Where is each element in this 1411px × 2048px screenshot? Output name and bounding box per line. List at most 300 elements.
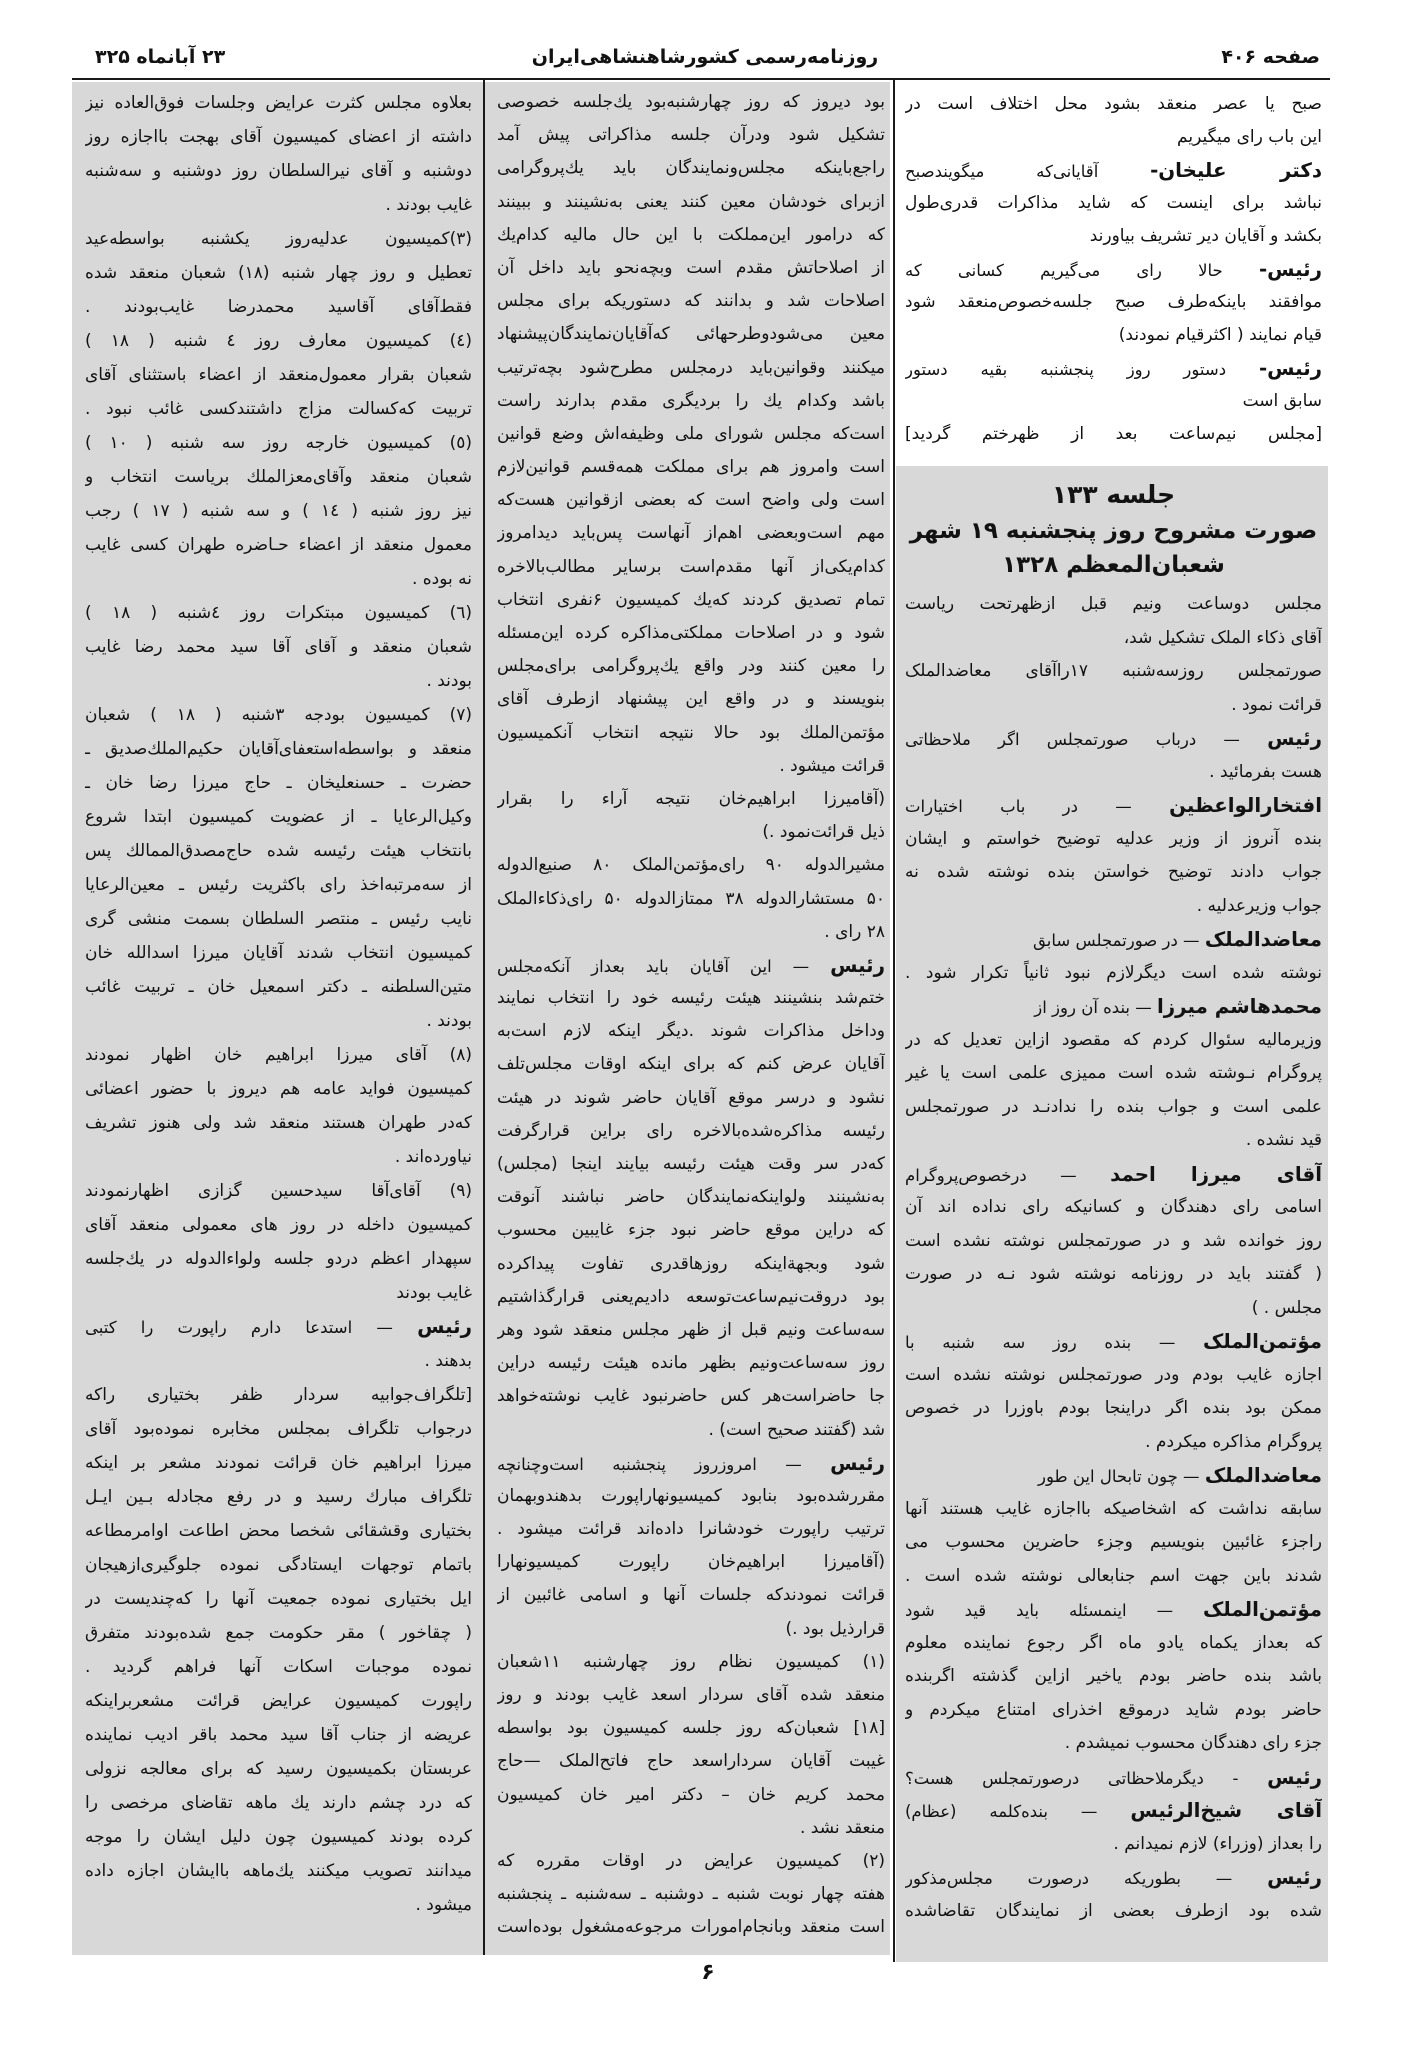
paragraph [905, 588, 1322, 655]
text-line [497, 285, 885, 318]
text-line [905, 1258, 1322, 1292]
line-text: است منعقد وبانجام‌امورات مرجوعه‌مشغول بوده‌است [497, 1917, 885, 1938]
line-text: پروگرام نـوشته شده است ممیزی علمی است یا غیر [905, 1063, 1322, 1083]
text-line [497, 1679, 885, 1712]
line-text: مجلس . ) [1251, 1297, 1322, 1318]
speaker-name: افتخارالواعظین [1169, 794, 1322, 817]
issue-date: ۲۳ آبانماه ۳۲۵ [95, 46, 226, 68]
speaker-name: محمدهاشم میرزا [1157, 995, 1322, 1018]
line-text: داشته از اعضای کمیسیون آقای بهجت بااجازه روز [85, 127, 472, 147]
text-line [497, 1579, 885, 1612]
line-text: است‌که مجلس شورای ملی وظیفه‌اش وضع قوانین [497, 423, 885, 444]
line-text: دوشنبه و آقای نیرالسلطان روز دوشنبه و سه‌شنبه [85, 161, 472, 181]
text-line [497, 816, 885, 849]
paragraph [905, 1761, 1322, 1795]
text-line [497, 783, 885, 816]
text-line [905, 1057, 1322, 1091]
text-line [85, 1242, 472, 1276]
text-line [497, 152, 885, 185]
text-line [85, 1548, 472, 1582]
text-line [497, 1414, 885, 1447]
speaker-name: دکتر علیخان- [1150, 159, 1322, 182]
text-line [85, 868, 472, 902]
text-line [497, 717, 885, 750]
line-text: به‌نشینند ولواینکه‌نمایندگان حاضر نباشند آنوقت [497, 1187, 885, 1208]
paragraph [497, 1646, 885, 1845]
line-text: — بنده‌کلمه (عظام) [905, 1802, 1098, 1821]
line-text: شدند باین جهت اسم جنابعالی نوشته شده است . [905, 1565, 1322, 1586]
text-line [85, 1616, 472, 1650]
paragraph [85, 86, 472, 222]
line-text: (۱) کمیسیون نظام روز چهارشنبه ۱۱‌شعبان [497, 1651, 885, 1672]
line-text: عربستان بکمیسیون رسید که برای معالجه نزولی [85, 1759, 472, 1779]
line-text: ممکن بود بنده اگر دراینجا بودم باوزرا در خصوص [905, 1398, 1322, 1418]
line-text: قرائت نمودند‌که جلسات آنها و اسامی غائبین از [497, 1585, 885, 1606]
line-text: (۲) کمیسیون عرایض در اوقات مقرره که [497, 1850, 885, 1871]
text-line [497, 949, 885, 982]
text-line [905, 220, 1322, 253]
text-line [85, 630, 472, 664]
text-line [85, 1276, 472, 1310]
line-text: کمیسیون فواید عامه هم دیروز با حضور اعضائی [85, 1079, 472, 1099]
line-text: ( گفتند باید در روزنامه نوشته شود نـه در صورت [905, 1264, 1322, 1284]
line-text: آقای ذکاء الملک تشکیل شد، [1123, 627, 1322, 648]
line-text: هست بفرمائید . [1209, 761, 1322, 782]
text-line [905, 1694, 1322, 1728]
text-line [905, 352, 1322, 385]
column-divider [893, 80, 895, 1962]
line-text: آقایانی‌که میگویندصبح [905, 162, 1099, 181]
text-line [85, 1412, 472, 1446]
paragraph [85, 1310, 472, 1378]
text-line [497, 1779, 885, 1812]
text-line [905, 1493, 1322, 1527]
line-text: — بنده روز سه شنبه با [905, 1333, 1176, 1352]
text-line [497, 352, 885, 385]
text-line [905, 622, 1322, 656]
line-text: جا حاضراست‌هر کس حاضرنبود غایب نوشته‌خواهد [497, 1386, 885, 1407]
line-text: (۷) کمیسیون بودجه ۳شنبه ( ۱۸ ) شعبان [85, 705, 472, 725]
paragraph [85, 1174, 472, 1310]
line-text: ترتیب راپورت خودشانرا داده‌اند قرائت میشود . [497, 1519, 885, 1540]
line-text: اجازه غایب بودم ودر صورتمجلس نوشته نشده است [905, 1364, 1322, 1385]
line-text: نموده موجبات اسکات آنها فراهم گردید . [85, 1657, 472, 1677]
line-text: اسامی رای دهندگان و کسانیکه رای نداده اند آن [905, 1197, 1322, 1217]
text-line [905, 1727, 1322, 1761]
text-line [497, 883, 885, 916]
text-line [905, 121, 1322, 154]
line-text: معمول منعقد از اعضاء حـاضره طهران کسی غایب [85, 535, 472, 555]
line-text: بودند . [426, 1011, 472, 1031]
paragraph [905, 1794, 1322, 1861]
line-text: درجواب تلگراف بمجلس مخابره نموده‌بود آقای [85, 1419, 472, 1439]
line-text: نایب رئیس ـ منتصر السلطان بسمت منشی گری [85, 909, 472, 929]
text-line [497, 318, 885, 351]
text-line [905, 418, 1322, 451]
line-text: رئیسه مذاکره‌شده‌بالاخره رای براین قرارگرفت [497, 1120, 885, 1141]
paragraph [905, 923, 1322, 990]
session-title-line: شعبان‌المعظم ۱۳۲۸ [1002, 552, 1225, 578]
speaker-name: رئیس [1267, 1866, 1322, 1889]
line-text: ایل بختیاری نموده جمعیت آنها را که‌چندیست در [85, 1589, 472, 1609]
column-middle [497, 86, 885, 1945]
text-line [497, 551, 885, 584]
line-text: غایب بودند . [385, 195, 472, 215]
text-line [85, 426, 472, 460]
line-text: را معین کنند ودر واقع یك‌پروگرامی برای‌مجلس [497, 656, 885, 677]
text-line [85, 256, 472, 290]
line-text: بعلاوه مجلس کثرت عرایض وجلسات فوق‌العاده نیز [85, 93, 472, 113]
text-line [85, 800, 472, 834]
text-line [497, 916, 885, 949]
line-text: سه‌ساعت ونیم قبل از ظهر مجلس منعقد شود وهر [497, 1319, 885, 1340]
line-text: مجلس دوساعت ونیم قبل ازظهرتحت ریاست [905, 594, 1322, 614]
column-right-session [905, 588, 1322, 1928]
text-line [905, 253, 1322, 286]
text-line [497, 484, 885, 517]
text-line [905, 1325, 1322, 1359]
text-line [85, 732, 472, 766]
speaker-name: رئیس- [1258, 258, 1322, 281]
text-line [85, 392, 472, 426]
speaker-name: مؤتمن‌الملک [1203, 1330, 1322, 1353]
line-text: منعقد نشد . [800, 1817, 885, 1838]
text-line [497, 1148, 885, 1181]
line-text: عریضه از جناب آقا سید محمد باقر ادیب نماینده [85, 1725, 472, 1745]
text-line [497, 186, 885, 219]
text-line [497, 584, 885, 617]
line-text: باشد بنده حاضر بودم یاخیر ازاین گذشته اگربنده [905, 1666, 1322, 1686]
line-text: که‌در طهران هستند منعقد شد ولی هنوز تشریف [85, 1113, 472, 1133]
text-line [905, 1124, 1322, 1158]
paragraph [905, 154, 1322, 253]
line-text: (۳)کمیسیون عدلیه‌روز یکشنبه بواسطه‌عید [85, 229, 472, 249]
line-text: حاضر بودم شاید درموقع اخذرای امتناع میکردم و [905, 1699, 1322, 1720]
line-text: کمیسیون انتخاب شدند آقایان میرزا اسدالله خان [85, 943, 472, 963]
text-line [905, 923, 1322, 957]
text-line [85, 1072, 472, 1106]
text-line [85, 766, 472, 800]
line-text: اصلاحات شد و بدانند که دستوریکه برای مجلس [497, 291, 885, 312]
text-line [85, 1684, 472, 1718]
line-text: بکشد و آقایان دیر تشریف بیاورند [1089, 226, 1322, 246]
line-text: ۵۰ مستشارالدوله ۳۸ ممتازالدوله ۵۰ رای‌ذکاءالملک [497, 888, 885, 909]
paragraph [85, 324, 472, 426]
speaker-name: آقای میرزا احمد [1110, 1162, 1322, 1186]
text-line [905, 890, 1322, 924]
text-line [85, 290, 472, 324]
line-text: ( چقاخور ) مقر حکومت جمع شده‌بودند متفرق [85, 1623, 472, 1643]
line-text: است وامروز هم برای مملکت همه‌قسم قوانین‌لازم [497, 457, 885, 478]
paragraph [85, 1378, 472, 1684]
paragraph [85, 222, 472, 324]
text-line [497, 849, 885, 882]
line-text: قیام نمایند ( اکثرقیام نمودند) [1118, 325, 1322, 345]
line-text: تربیت که‌کسالت مزاج داشتند‌کسی غائب نبود . [85, 399, 472, 419]
line-text: بدهند . [424, 1351, 472, 1371]
line-text: باشد وکدام یك را بردیگری مقدم بدارند راست [497, 390, 885, 411]
text-line [905, 1191, 1322, 1225]
speaker-name: معاضدالملک [1204, 928, 1322, 951]
text-line [497, 1480, 885, 1513]
session-heading [905, 470, 1322, 582]
line-text: از اصلاحاتش مقدم است وبچه‌نحو باید داخل آن [497, 257, 885, 278]
line-text: بختیاری وقشقائی شخصا محض اطاعت اوامرمطاعه [85, 1521, 472, 1541]
line-text: که درامور این‌مملکت با این حال مالیه کدام‌یك [497, 224, 885, 245]
text-line [497, 683, 885, 716]
line-text: قرائت میشود . [779, 755, 885, 776]
line-text: میدانند تصویب میکنند یك‌ماهه باایشان اجازه داده [85, 1861, 472, 1881]
text-line [497, 1712, 885, 1745]
line-text: پروگرام مذاکره میکردم . [1145, 1431, 1322, 1452]
text-line [905, 319, 1322, 352]
text-line [905, 1292, 1322, 1326]
line-text: نیز روز شنبه ( ۱٤ ) و سه شنبه ( ۱۷ ) رجب [85, 501, 472, 521]
page-number: ۶ [701, 1960, 715, 1985]
text-line [85, 1004, 472, 1038]
text-line [905, 286, 1322, 319]
line-text: متین‌السلطنه ـ دکتر اسمعیل خان ـ تربیت غائب [85, 977, 472, 997]
line-text: نوشته شده است دیگرلازم نبود ثانیاً تکرار شود . [905, 962, 1322, 983]
speaker-name: رئیس- [1258, 357, 1322, 380]
line-text: سپهدار اعظم دردو جلسه ولواءالدوله در یك‌جلسه [85, 1249, 472, 1269]
text-line [905, 655, 1322, 689]
paragraph [905, 1158, 1322, 1326]
text-line [85, 528, 472, 562]
text-line [497, 451, 885, 484]
text-line [85, 1106, 472, 1140]
line-text: تعطیل و روز چهار شنبه (۱۸) شعبان منعقد شده [85, 263, 472, 283]
line-text: دستور روز پنجشنبه بقیه دستور [905, 360, 1227, 379]
paragraph [85, 426, 472, 596]
line-text: معین می‌شودوطرحهائی که‌آقایان‌نمایندگان‌پیشنهاد [497, 324, 885, 345]
text-line [85, 154, 472, 188]
text-line [905, 154, 1322, 187]
text-line [905, 1660, 1322, 1694]
line-text: [مجلس نیم‌ساعت بعد از ظهرختم گردید] [905, 424, 1322, 444]
text-line [85, 970, 472, 1004]
line-text: این باب رای میگیریم [1177, 127, 1322, 147]
text-line [85, 562, 472, 596]
line-text: (۸) آقای میرزا ابراهیم خان اظهار نمودند [85, 1045, 472, 1065]
line-text: صورتمجلس روزسه‌شنبه ۱۷راآقای معاضدالملک [905, 661, 1322, 681]
line-text: - دیگرملاحظاتی درصورتمجلس هست؟ [905, 1768, 1239, 1788]
line-text: کدام‌یکی‌از آنها مقدم‌است برسایر مطالب‌بالاخره [497, 556, 885, 577]
line-text: (۹) آقای‌آقا سیدحسین گزازی اظهارنمودند [85, 1181, 472, 1201]
paragraph [905, 722, 1322, 789]
text-line [85, 1446, 472, 1480]
paragraph [497, 949, 885, 1447]
line-text: وداخل مذاکرات شوند .دیگر اینکه لازم است‌به [497, 1021, 885, 1042]
text-line [497, 1015, 885, 1048]
line-text: راجزء غائبین بنویسیم وجزء حاضرین محسوب می [905, 1532, 1322, 1552]
line-text: جزء رای دهندگان محسوب نمیشدم . [1064, 1733, 1322, 1753]
paragraph [905, 253, 1322, 352]
line-text: (٦) کمیسیون مبتکرات روز ٤‌شنبه ( ۱۸ ) [85, 603, 472, 623]
text-line [497, 418, 885, 451]
session-title-line: صورت مشروح روز پنجشنبه ۱۹ شهر [909, 518, 1318, 544]
text-line [85, 1310, 472, 1344]
text-line [497, 385, 885, 418]
line-text: کمیسیون داخله در روز های معمولی منعقد آقای [85, 1215, 472, 1235]
text-line [497, 1613, 885, 1646]
line-text: شد (گفتند صحیح است) . [708, 1419, 885, 1440]
text-line [497, 1115, 885, 1148]
text-line [497, 650, 885, 683]
text-line [905, 856, 1322, 890]
line-text: را بعداز (وزراء) لازم نمیدانم . [1113, 1833, 1322, 1854]
text-line [497, 1745, 885, 1778]
line-text: (آقامیرزا ابراهیم‌خان نتیجه آراء را بقرار [497, 788, 885, 809]
text-line [905, 1459, 1322, 1493]
line-text: قرارذیل بود .) [785, 1618, 885, 1639]
line-text: ختم‌شد بنشینند هیئت رئیسه خود را انتخاب نمایند [497, 988, 885, 1009]
text-line [85, 222, 472, 256]
text-line [905, 1794, 1322, 1828]
paragraph [905, 990, 1322, 1158]
text-line [497, 119, 885, 152]
line-text: — اینمسئله باید قید شود [905, 1601, 1174, 1620]
text-line [497, 1380, 885, 1413]
text-line [497, 1214, 885, 1247]
line-text: راپورت کمیسیون عرایض قرائت مشعربراینکه [85, 1691, 472, 1711]
text-line [905, 187, 1322, 220]
text-line [905, 990, 1322, 1024]
line-text: بنویسند و در واقع این پیشنهاد ازطرف آقای [497, 689, 885, 710]
line-text: تشکیل شود ودرآن جلسه مذاکراتی پیش آمد [497, 125, 885, 146]
line-text: میرزا ابراهیم خان قرائت نمودند مشعر بر اینکه [85, 1453, 472, 1473]
line-text: فقط‌آقای آقاسید محمدرضا غایب‌بودند . [85, 297, 472, 317]
line-text: شعبان منعقد وآقای‌معزالملك بریاست انتخاب و [85, 467, 472, 487]
line-text: [تلگراف‌جوابیه سردار ظفر بختیاری راکه [85, 1385, 472, 1405]
speaker-name: رئیس [1267, 727, 1322, 750]
text-line [85, 902, 472, 936]
line-text: نباشد برای اینست که شاید مذاکرات قدری‌طول [905, 193, 1322, 213]
page-label: صفحه ۴۰۶ [1221, 46, 1320, 68]
paragraph [85, 698, 472, 1038]
paragraph [497, 849, 885, 949]
line-text: ذیل قرائت‌نمود .) [762, 822, 885, 843]
line-text: منعقد شده آقای سردار اسعد غایب بودند و روز [497, 1685, 885, 1705]
text-line [497, 1447, 885, 1480]
text-line [497, 1646, 885, 1679]
paragraph [497, 783, 885, 849]
speaker-name: رئیس [417, 1315, 472, 1338]
text-line [85, 1174, 472, 1208]
text-line [85, 460, 472, 494]
text-line [85, 1854, 472, 1888]
paragraph [905, 1593, 1322, 1761]
text-line [905, 588, 1322, 622]
line-text: تلگراف مبارك رسید و در رفع مجادله بـین ایـل [85, 1487, 472, 1507]
text-line [85, 698, 472, 732]
line-text: منعقد و بواسطه‌استعفای‌آقایان حکیم‌الملك‌صدیق ـ [85, 739, 472, 759]
text-line [85, 358, 472, 392]
text-line [85, 120, 472, 154]
line-text: (٤) کمیسیون معارف روز ٤ شنبه ( ۱۸ ) [85, 331, 472, 351]
line-text: — امروزروز پنجشنبه است‌وچنانچه [497, 1454, 802, 1474]
column-divider [483, 80, 485, 1955]
line-text: حالا رای می‌گیریم کسانی که [905, 261, 1223, 280]
line-text: موافقند باینکه‌طرف صبح جلسه‌خصوص‌منعقد شود [905, 292, 1322, 312]
text-line [905, 88, 1322, 121]
text-line [85, 1480, 472, 1514]
text-line [905, 823, 1322, 857]
line-text: کرده بودند کمیسیون چون دلیل ایشان را موجه [85, 1827, 472, 1847]
text-line [905, 385, 1322, 418]
text-line [85, 1650, 472, 1684]
text-line [497, 86, 885, 119]
text-line [85, 1718, 472, 1752]
text-line [905, 1828, 1322, 1862]
text-line [85, 1038, 472, 1072]
text-line [497, 1082, 885, 1115]
line-text: — در باب اختیارات [905, 797, 1132, 816]
line-text: نیاورده‌اند . [394, 1147, 472, 1167]
text-line [85, 834, 472, 868]
line-text: مهم است‌وبعضی اهم‌از آنهاست پس‌باید دیدامروز [497, 523, 885, 544]
text-line [497, 1181, 885, 1214]
paragraph [497, 1447, 885, 1547]
text-line [85, 1888, 472, 1922]
line-text: که‌در سر وقت هیئت رئیسه بیایند اینجا (مجلس) [497, 1154, 885, 1174]
line-text: قید نشده . [1245, 1130, 1322, 1150]
text-line [497, 219, 885, 252]
paragraph [497, 1546, 885, 1646]
text-line [497, 1048, 885, 1081]
session-number: جلسه ۱۳۳ [1051, 480, 1176, 509]
speaker-name: رئیس [1267, 1765, 1322, 1789]
text-line [85, 1582, 472, 1616]
line-text: میکنند وقوانین‌باید درمجلس مطرح‌شود بچه‌ترتیب [497, 357, 885, 378]
text-line [905, 1359, 1322, 1393]
line-text: که بعداز یکماه یادو ماه اگر رجوع نماینده معلوم [905, 1632, 1322, 1653]
speaker-name: آقای شیخ‌الرئیس [1130, 1799, 1322, 1822]
line-text: قرائت نمود . [1231, 694, 1322, 715]
line-text: — بطوریکه درصورت مجلس‌مذکور [905, 1869, 1233, 1888]
text-line [85, 1514, 472, 1548]
paragraph [497, 86, 885, 783]
paragraph [905, 1325, 1322, 1459]
line-text: صبح یا عصر منعقد بشود محل اختلاف است در [905, 94, 1322, 114]
speaker-name: معاضدالملک [1204, 1464, 1322, 1487]
line-text: شعبان بقرار معمول‌منعقد از اعضاء باستثنای آقای [85, 365, 472, 385]
text-line [85, 1786, 472, 1820]
paragraph [905, 1861, 1322, 1928]
text-line [85, 1820, 472, 1854]
text-line [905, 1861, 1322, 1895]
line-text: شود و در اصلاحات مملکتی‌مذاکره کرده این‌مسئله [497, 623, 885, 643]
text-line [497, 1845, 885, 1878]
text-line [905, 689, 1322, 723]
paragraph [85, 1684, 472, 1922]
text-line [85, 1208, 472, 1242]
line-text: غایب بودند [396, 1283, 472, 1303]
line-text: نشود و درسر موقع آقایان حاضر شوند در هیئت [497, 1087, 885, 1108]
line-text: تمام تصدیق کردند که‌یك کمیسیون ۶نفری انتخاب [497, 589, 885, 610]
line-text: وکیل‌الرعایا ـ از عضویت کمیسیون ابتدا شروع [85, 807, 472, 827]
paragraph [85, 596, 472, 698]
text-line [497, 517, 885, 550]
line-text: حضرت ـ حسنعلیخان ـ حاج میرزا رضا خان ـ [85, 773, 472, 793]
text-line [905, 756, 1322, 790]
text-line [497, 1513, 885, 1546]
line-text: شود وبجهة‌اینکه روزها‌قدری تفاوت پیداکرده [497, 1253, 885, 1274]
paragraph [905, 789, 1322, 923]
line-text: بود دروقت‌نیم‌ساعت‌توسعه دادیم‌یعنی قرارگذاشتیم [497, 1286, 885, 1307]
line-text: وزیرمالیه سئوال کردم که مقصود ازاین تعدیل که در [905, 1029, 1322, 1050]
line-text: جواب دادند توضیح خواستن بنده نوشته شده نه [905, 862, 1322, 882]
